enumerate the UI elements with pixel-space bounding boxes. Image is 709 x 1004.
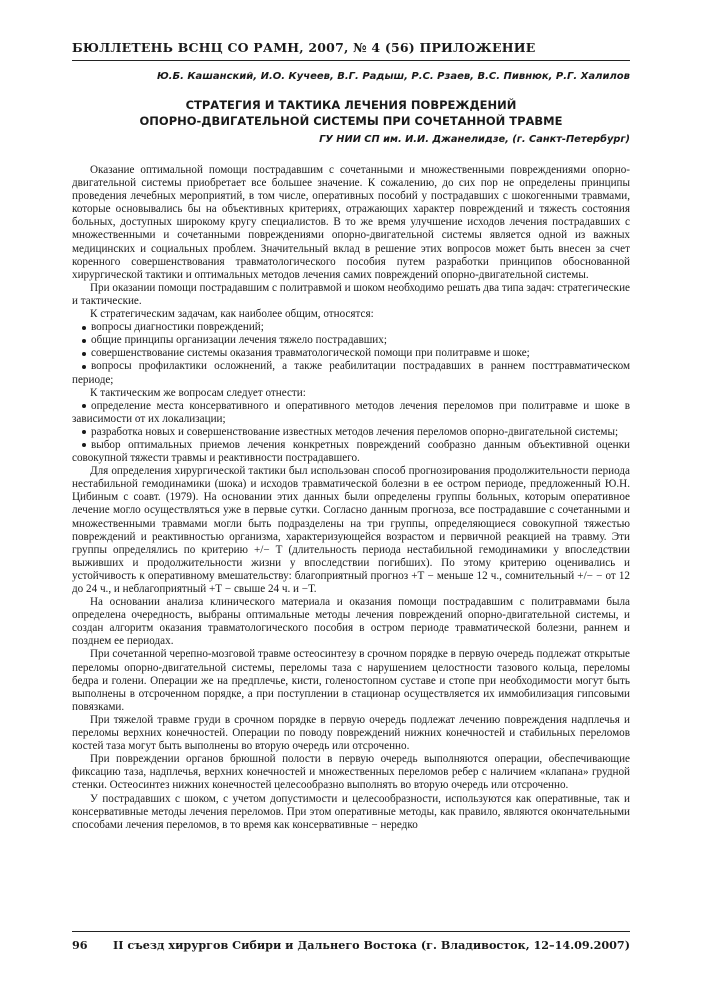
list-item: выбор оптимальных приемов лечения конкретных повреждений сообразно данным объективной оценки совокупной тяжести травмы и реактивности пострадавшего.	[72, 438, 630, 465]
bullet-icon	[82, 339, 86, 343]
paragraph: К тактическим же вопросам следует отнести:	[90, 386, 306, 399]
title-line-2: ОПОРНО-ДВИГАТЕЛЬНОЙ СИСТЕМЫ ПРИ СОЧЕТАННОЙ ТРАВМЕ	[139, 114, 563, 128]
page-number: 96	[72, 938, 88, 952]
title-line-1: СТРАТЕГИЯ И ТАКТИКА ЛЕЧЕНИЯ ПОВРЕЖДЕНИЙ	[185, 98, 517, 112]
bullet-icon	[82, 430, 86, 434]
bullet-icon	[82, 352, 86, 356]
paragraph: У пострадавших с шоком, с учетом допустимости и целесообразности, используются как оперативные, так и консервативные методы лечения переломов. При этом оперативные методы, как правило, являются окончательными способами лечения переломов, в то время как консервативные − нередко	[72, 792, 630, 831]
list-item: определение места консервативного и оперативного методов лечения переломов при политравме и шоке в зависимости от их локализации;	[72, 399, 630, 425]
authors: Ю.Б. Кашанский, И.О. Кучеев, В.Г. Радыш, Р.С. Рзаев, В.С. Пивнюк, Р.Г. Халилов	[156, 71, 630, 82]
bullet-icon	[82, 443, 86, 447]
paragraph: На основании анализа клинического материала и оказания помощи пострадавшим с политравмами была определена очередность, выбраны оптимальные методы лечения повреждений опорно-двигательной системы, и создан алгоритм оказания травматологического пособия в остром периоде травматической болезни, раннем и позднем ее периодах.	[72, 596, 630, 648]
footer-conference: II съезд хирургов Сибири и Дальнего Востока (г. Владивосток, 12–14.09.2007)	[113, 938, 630, 952]
bullet-icon	[82, 404, 86, 408]
paragraph: К стратегическим задачам, как наиболее общим, относятся:	[90, 308, 374, 321]
article-title	[72, 97, 630, 129]
list-item: совершенствование системы оказания травматологической помощи при политравме и шоке;	[72, 347, 630, 360]
list-item: вопросы диагностики повреждений;	[72, 321, 630, 334]
list-item: вопросы профилактики осложнений, а также реабилитации пострадавших в раннем посттравматическом периоде;	[72, 360, 630, 386]
paragraph: Оказание оптимальной помощи пострадавшим с сочетанными и множественными повреждениями опорно-двигательной системы приобретает все большее значение. К сожалению, до сих пор не определены принципы проведения лечебных мероприятий, в том числе, оперативных пособий у пострадавших с шокогенными травмами, которые основывались бы на объективных критериях, отражающих характер повреждений и тяжесть состояния больных, доступных широкому кругу специалистов. В то же время улучшение исходов лечения пострадавших с множественными и сочетанными повреждениями опорно-двигательной системы является одной из важных медицинских и социальных проблем. Значительный вклад в решение этих вопросов может быть внесен за счет коренного совершенствования травматологического пособия путем разработки принципов обоснованной хирургической тактики и оптимальных методов лечения самих повреждений опорно-двигательной системы.	[72, 164, 630, 281]
page-footer	[72, 931, 630, 952]
paragraph: При сочетанной черепно-мозговой травме остеосинтезу в срочном порядке в первую очередь подлежат открытые переломы опорно-двигательной системы, переломы таза с нарушением целостности тазового кольца, переломы бедра и голени. Операции же на предплечье, кисти, голеностопном суставе и стопе при необходимости могут быть выполнены в отсроченном порядке, а при поступлении в стационар осуществляется их иммобилизация гипсовыми повязками.	[72, 648, 630, 713]
list-item: общие принципы организации лечения тяжело пострадавших;	[72, 334, 630, 347]
journal-header: БЮЛЛЕТЕНЬ ВСНЦ СО РАМН, 2007, № 4 (56) ПРИЛОЖЕНИЕ	[72, 40, 630, 61]
paragraph: Для определения хирургической тактики был использован способ прогнозирования продолжительности периода нестабильной гемодинамики (шока) и исходов травматической болезни в ее остром периоде, предложенный Ю.Н. Цибиным с соавт. (1979). На основании этих данных были определены группы больных, которым оперативное лечение могло осуществляться уже в первые сутки. Согласно данным прогноза, все пострадавшие с сочетанными и множественными травмами могли быть подразделены на три группы, определяющиеся совокупной тяжестью повреждений и реактивностью организма, характеризующейся возрастом и первичной реакцией на травму. Эти группы определялись по критерию +/− Т (длительность периода нестабильной гемодинамики у впоследствии выживших и продолжительности жизни у впоследствии погибших). По этому критерию оценивались и устойчивость к оперативному вмешательству: благоприятный прогноз +Т − меньше 12 ч., сомнительный +/− − от 12 до 24 ч., и неблагоприятный +Т − свыше 24 ч. и −Т.	[72, 465, 630, 595]
page	[72, 40, 630, 832]
list-item: разработка новых и совершенствование известных методов лечения переломов опорно-двигательной системы;	[72, 426, 630, 439]
bullet-icon	[82, 326, 86, 330]
affiliation: ГУ НИИ СП им. И.И. Джанелидзе, (г. Санкт-Петербург)	[319, 134, 630, 145]
paragraph: При повреждении органов брюшной полости в первую очередь выполняются операции, обеспечивающие фиксацию таза, надплечья, верхних конечностей и множественных переломов ребер с наличием «клапана» грудной стенки. Остеосинтез нижних конечностей целесообразно выполнять во вторую очередь или отсроченно.	[72, 753, 630, 792]
bullet-icon	[82, 365, 86, 369]
paragraph: При оказании помощи пострадавшим с политравмой и шоком необходимо решать два типа задач: стратегические и тактические.	[72, 281, 630, 307]
paragraph: При тяжелой травме груди в срочном порядке в первую очередь подлежат лечению повреждения надплечья и переломы верхних конечностей. Операции по поводу повреждений нижних конечностей и стабильных переломов костей таза могут быть выполнены во вторую очередь или отсроченно.	[72, 713, 630, 753]
article-body	[72, 164, 630, 832]
